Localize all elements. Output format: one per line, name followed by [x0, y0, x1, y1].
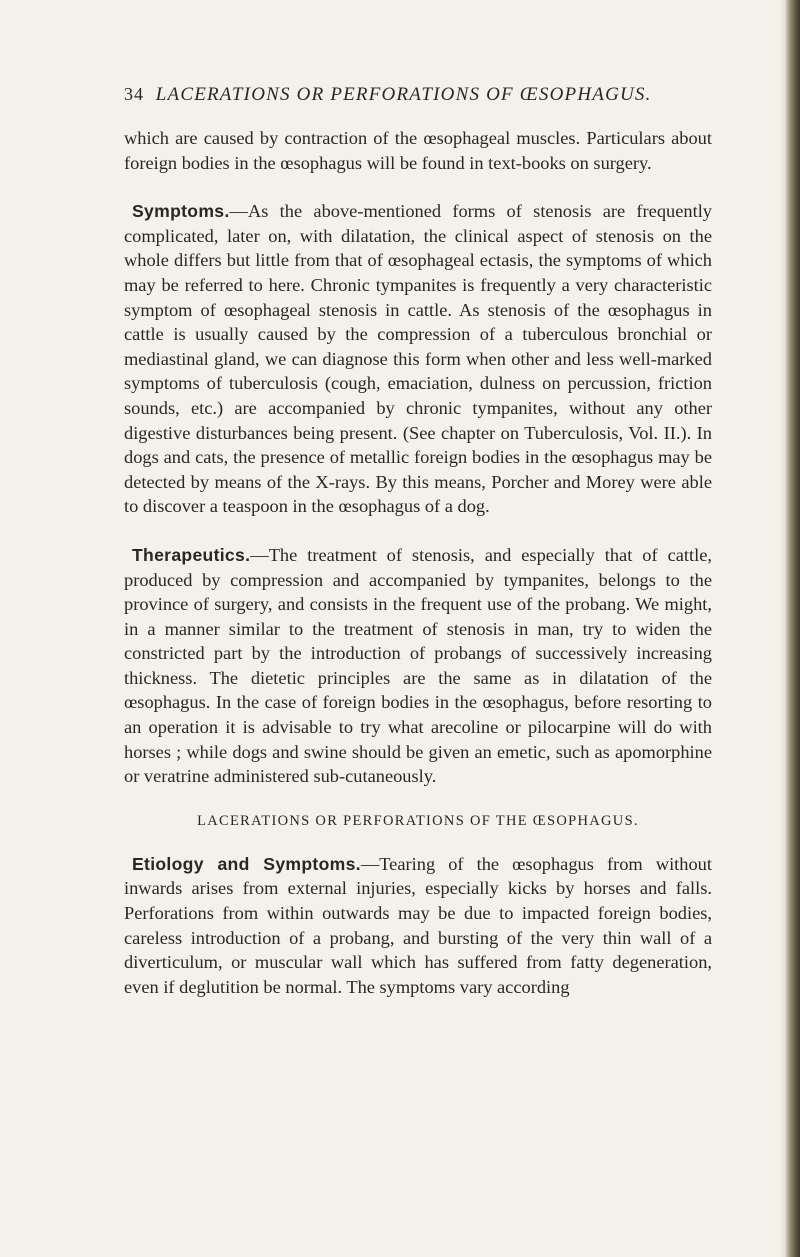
paragraph-symptoms — [124, 199, 712, 519]
book-page-edge — [786, 0, 800, 1257]
paragraph-etiology — [124, 852, 712, 1000]
running-head-title: LACERATIONS OR PERFORATIONS OF ŒSOPHAGUS. — [155, 84, 652, 105]
paragraph-text: —Tearing of the œsophagus from without inwards arises from external injuries, especially kicks by horses and falls. Perforations from within outwards may be due to impacted foreign bodies, careless introduction of a probang, and bursting of the very thin wall of a diverticulum, or muscular wall which has suffered from fatty degeneration, even if deglutition be normal. The symptoms vary according — [124, 853, 712, 997]
run-in-heading-etiology: Etiology and Symptoms. — [132, 853, 361, 874]
paragraph-text: —As the above-mentioned forms of stenosis are frequently complicated, later on, with dilatation, the clinical aspect of stenosis on the whole differs but little from that of œsophageal ectasis, the symptoms of which may be referred to here. Chronic tympanites is frequently a very characteristic symptom of œsophageal stenosis in cattle. As stenosis of the œsophagus in cattle is usually caused by the compression of a tuberculous bronchial or mediastinal gland, we can diagnose this form when other and less well-marked symptoms of tuberculosis (cough, emaciation, dulness on percussion, friction sounds, etc.) are accompanied by chronic tympanites, without any other digestive disturbances being present. (See chapter on Tuberculosis, Vol. II.). In dogs and cats, the presence of metallic foreign bodies in the œsophagus may be detected by means of the X-rays. By this means, Porcher and Morey were able to discover a teaspoon in the œsophagus of a dog. — [124, 201, 712, 517]
run-in-heading-therapeutics: Therapeutics. — [132, 544, 251, 565]
paragraph-text: —The treatment of stenosis, and especially that of cattle, produced by compression and accompanied by tympanites, belongs to the province of surgery, and consists in the frequent use of the probang. We might, in a manner similar to the treatment of stenosis in man, try to widen the constricted part by the introduction of probangs of successively increasing thickness. The dietetic principles are the same as in dilatation of the œsophagus. In the case of foreign bodies in the œsophagus, before resorting to an operation it is advisable to try what arecoline or pilocarpine will do with horses ; while dogs and swine should be given an emetic, such as apomorphine or veratrine administered sub-cutaneously. — [124, 544, 712, 787]
paragraph-continuation — [124, 126, 712, 175]
paragraph-text: which are caused by contraction of the œsophageal muscles. Particulars about foreign bodies in the œsophagus will be found in text-books on surgery. — [124, 128, 712, 173]
running-head — [124, 84, 712, 106]
page-body — [124, 126, 712, 999]
section-heading: LACERATIONS OR PERFORATIONS OF THE ŒSOPHAGUS. — [197, 812, 639, 829]
run-in-heading-symptoms: Symptoms. — [132, 201, 230, 222]
page-number: 34 — [124, 84, 144, 104]
paragraph-therapeutics — [124, 543, 712, 789]
